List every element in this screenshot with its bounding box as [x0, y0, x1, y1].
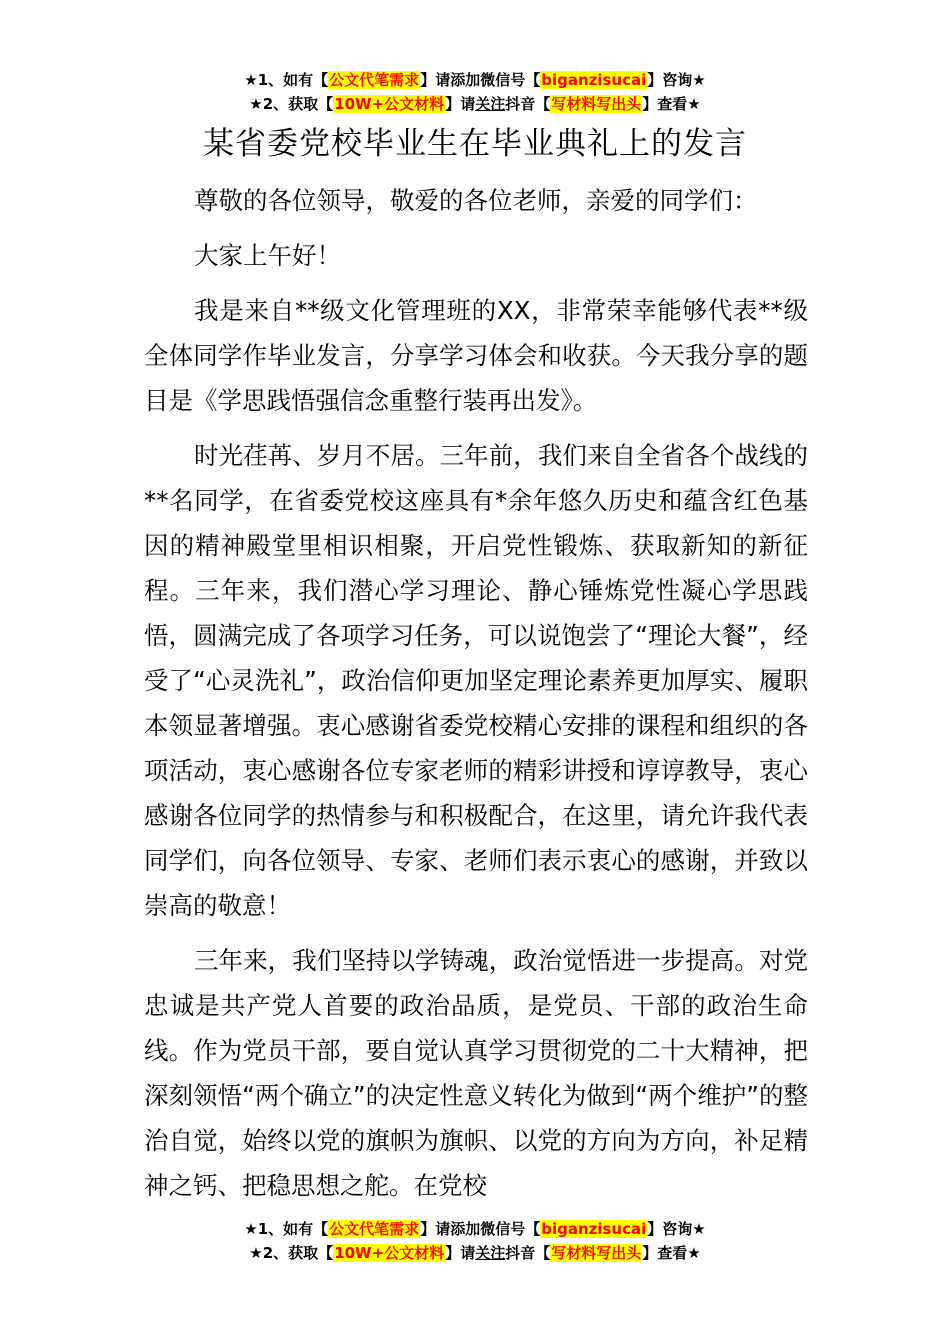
promo-line-1: ★1、如有【公文代笔需求】请添加微信号【biganzisucai】咨询★ — [244, 1220, 706, 1238]
promo-banner-top — [0, 68, 950, 116]
wechat-id-highlight: biganzisucai — [541, 1220, 647, 1238]
promo-highlight: 10W+公文材料 — [334, 1244, 445, 1262]
salutation-paragraph: 尊敬的各位领导，敬爱的各位老师，亲爱的同学们： — [194, 186, 758, 215]
promo-banner-bottom — [0, 1217, 950, 1265]
body-paragraph: 三年来，我们坚持以学铸魂，政治觉悟进一步提高。对党忠诚是共产党人首要的政治品质，是党员、干部的政治生命线。作为党员干部，要自觉认真学习贯彻党的二十大精神，把深刻领悟“两个确立”的决定性意义转化为做到“两个维护”的整治自觉，始终以党的旗帜为旗帜、以党的方向为方向，补足精神之钙、把稳思想之舵。在党校 — [144, 946, 808, 1200]
body-paragraph: 我是来自**级文化管理班的XX，非常荣幸能够代表**级全体同学作毕业发言，分享学习体会和收获。今天我分享的题目是《学思践悟强信念重整行装再出发》。 — [144, 296, 808, 415]
promo-highlight: 10W+公文材料 — [334, 95, 445, 113]
promo-line-2: ★2、获取【10W+公文材料】请关注抖音【写材料写出头】查看★ — [249, 1244, 701, 1262]
greeting-paragraph: 大家上午好！ — [194, 241, 341, 270]
promo-line-1: ★1、如有【公文代笔需求】请添加微信号【biganzisucai】咨询★ — [244, 71, 706, 89]
promo-highlight: 公文代笔需求 — [329, 71, 420, 89]
wechat-id-highlight: biganzisucai — [541, 71, 647, 89]
promo-highlight: 公文代笔需求 — [329, 1220, 420, 1238]
douyin-id-highlight: 写材料写出头 — [551, 1244, 642, 1262]
document-body — [144, 178, 808, 1208]
body-paragraph: 时光荏苒、岁月不居。三年前，我们来自全省各个战线的**名同学，在省委党校这座具有*余年悠久历史和蕴含红色基因的精神殿堂里相识相聚，开启党性锻炼、获取新知的新征程。三年来，我们潜心学习理论、静心锤炼党性凝心学思践悟，圆满完成了各项学习任务，可以说饱尝了“理论大餐”，经受了“心灵洗礼”，政治信仰更加坚定理论素养更加厚实、履职本领显著增强。衷心感谢省委党校精心安排的课程和组织的各项活动，衷心感谢各位专家老师的精彩讲授和谆谆教导，衷心感谢各位同学的热情参与和积极配合，在这里，请允许我代表同学们，向各位领导、专家、老师们表示衷心的感谢，并致以崇高的敬意！ — [144, 441, 808, 920]
douyin-id-highlight: 写材料写出头 — [551, 95, 642, 113]
document-title: 某省委党校毕业生在毕业典礼上的发言 — [203, 126, 747, 162]
promo-line-2: ★2、获取【10W+公文材料】请关注抖音【写材料写出头】查看★ — [249, 95, 701, 113]
